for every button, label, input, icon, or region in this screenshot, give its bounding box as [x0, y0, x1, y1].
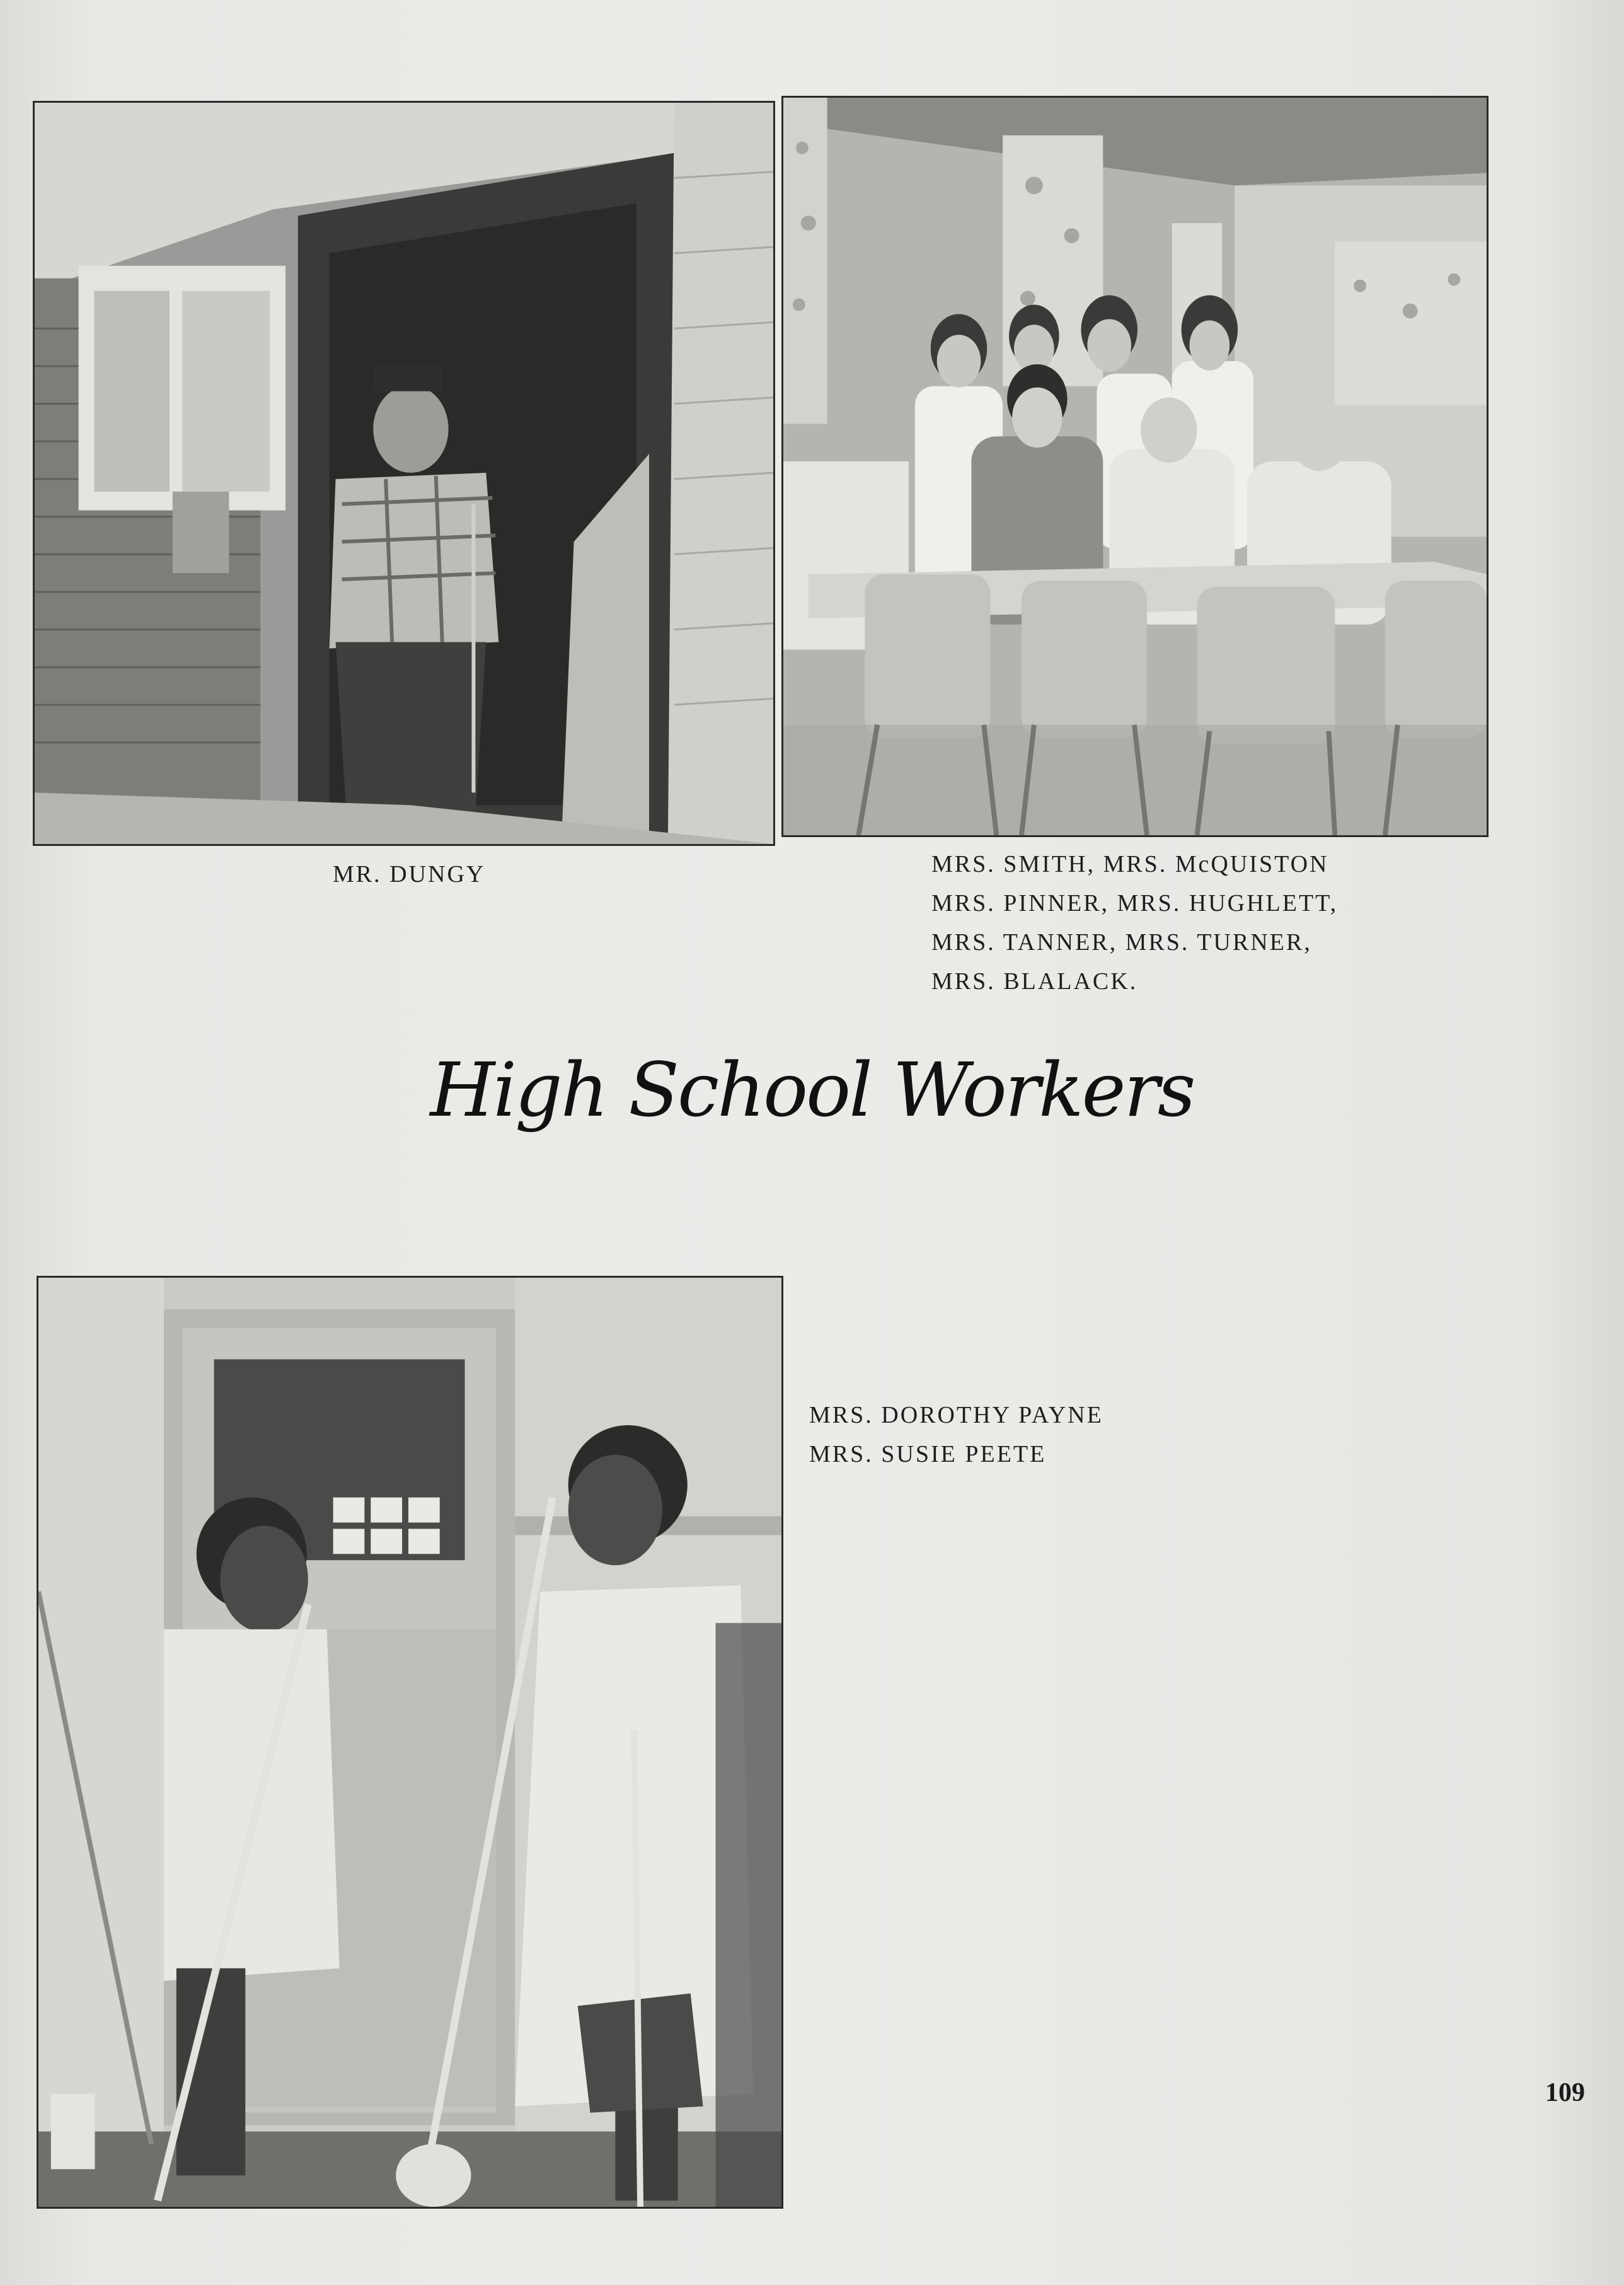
caption-line: MRS. DOROTHY PAYNE	[809, 1402, 1103, 1428]
photo-custodians	[37, 1276, 783, 2209]
caption-line: MRS. BLALACK.	[931, 968, 1138, 995]
photo-cafeteria-workers	[781, 96, 1489, 837]
caption-line: MRS. PINNER, MRS. HUGHLETT,	[931, 890, 1339, 917]
caption-line: MRS. SUSIE PEETE	[809, 1441, 1047, 1467]
caption-line: MRS. SMITH, MRS. McQUISTON	[931, 851, 1329, 877]
caption-mr-dungy: MR. DUNGY	[333, 861, 486, 888]
caption-line: MRS. TANNER, MRS. TURNER,	[931, 929, 1312, 956]
page-number: 109	[1545, 2078, 1585, 2107]
page-heading: High School Workers	[430, 1046, 1194, 1133]
photo-mr-dungy	[33, 101, 775, 846]
